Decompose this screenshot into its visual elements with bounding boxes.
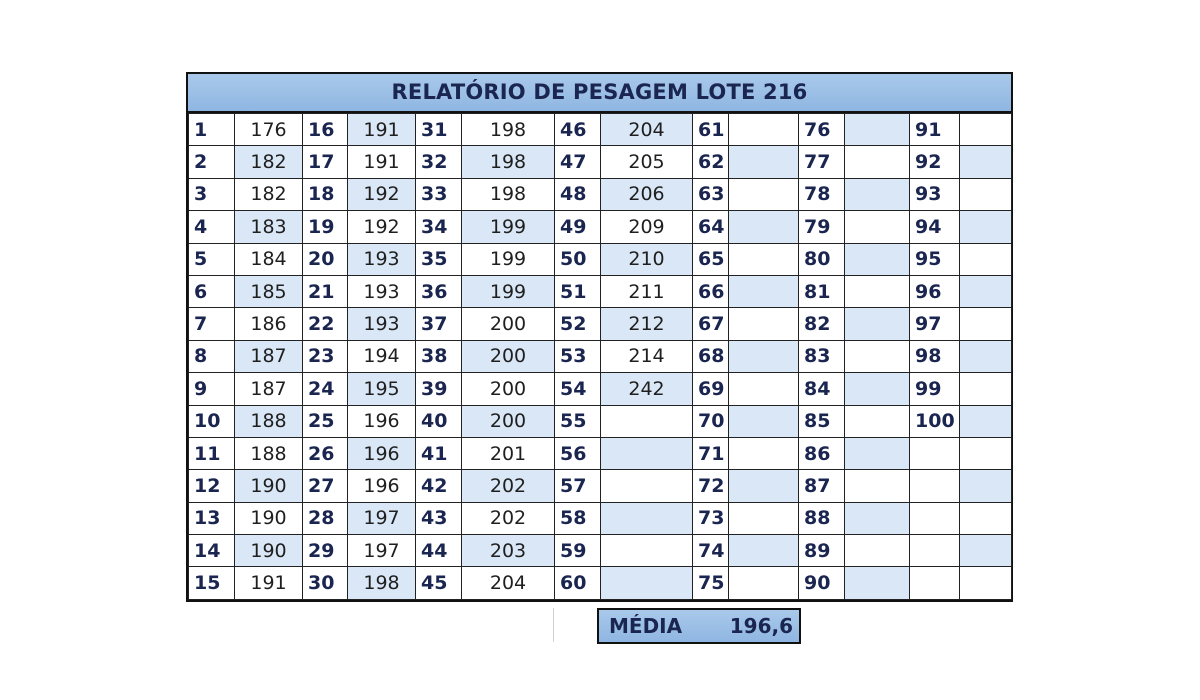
animal-number-cell: 40 [416, 405, 462, 437]
animal-number-cell: 54 [555, 373, 601, 405]
weight-value-cell: 205 [601, 146, 693, 178]
animal-number-cell: 95 [910, 243, 960, 275]
animal-number-cell: 70 [693, 405, 729, 437]
animal-number-cell: 25 [303, 405, 348, 437]
animal-number-cell: 47 [555, 146, 601, 178]
animal-number-cell: 11 [189, 437, 235, 469]
weight-value-cell: 200 [462, 405, 555, 437]
weight-value-cell: 214 [601, 340, 693, 372]
animal-number-cell: 79 [799, 211, 845, 243]
weight-value-cell [845, 470, 910, 502]
animal-number-cell: 6 [189, 275, 235, 307]
weight-value-cell: 197 [348, 535, 416, 567]
average-value: 196,6 [729, 614, 793, 638]
weight-value-cell: 200 [462, 373, 555, 405]
animal-number-cell: 89 [799, 535, 845, 567]
animal-number-cell: 78 [799, 178, 845, 210]
animal-number-cell: 4 [189, 211, 235, 243]
weight-value-cell [729, 146, 799, 178]
animal-number-cell: 7 [189, 308, 235, 340]
weight-value-cell: 193 [348, 243, 416, 275]
weight-value-cell [960, 114, 1012, 146]
animal-number-cell: 24 [303, 373, 348, 405]
weight-value-cell: 193 [348, 275, 416, 307]
animal-number-cell [910, 437, 960, 469]
animal-number-cell [910, 502, 960, 534]
animal-number-cell: 96 [910, 275, 960, 307]
animal-number-cell: 48 [555, 178, 601, 210]
animal-number-cell: 69 [693, 373, 729, 405]
weight-value-cell [729, 535, 799, 567]
weight-value-cell: 191 [348, 114, 416, 146]
weight-value-cell: 192 [348, 211, 416, 243]
animal-number-cell: 17 [303, 146, 348, 178]
weight-value-cell: 210 [601, 243, 693, 275]
weight-value-cell [729, 502, 799, 534]
weight-value-cell [845, 308, 910, 340]
weight-value-cell: 176 [235, 114, 303, 146]
animal-number-cell: 27 [303, 470, 348, 502]
weight-value-cell [845, 275, 910, 307]
table-row [189, 535, 1012, 567]
animal-number-cell: 98 [910, 340, 960, 372]
animal-number-cell: 76 [799, 114, 845, 146]
table-row [189, 502, 1012, 534]
animal-number-cell: 68 [693, 340, 729, 372]
table-row [189, 470, 1012, 502]
animal-number-cell: 51 [555, 275, 601, 307]
animal-number-cell: 36 [416, 275, 462, 307]
animal-number-cell: 29 [303, 535, 348, 567]
animal-number-cell: 55 [555, 405, 601, 437]
animal-number-cell: 42 [416, 470, 462, 502]
animal-number-cell: 97 [910, 308, 960, 340]
weight-value-cell [845, 502, 910, 534]
weight-value-cell: 204 [462, 567, 555, 599]
animal-number-cell: 85 [799, 405, 845, 437]
animal-number-cell: 5 [189, 243, 235, 275]
animal-number-cell: 18 [303, 178, 348, 210]
weight-value-cell: 190 [235, 502, 303, 534]
weight-value-cell: 195 [348, 373, 416, 405]
animal-number-cell: 41 [416, 437, 462, 469]
weight-value-cell: 200 [462, 340, 555, 372]
animal-number-cell: 73 [693, 502, 729, 534]
weight-value-cell [960, 535, 1012, 567]
average-label: MÉDIA [609, 614, 683, 638]
animal-number-cell: 3 [189, 178, 235, 210]
animal-number-cell: 31 [416, 114, 462, 146]
weight-value-cell [601, 405, 693, 437]
animal-number-cell: 100 [910, 405, 960, 437]
weight-value-cell: 184 [235, 243, 303, 275]
animal-number-cell: 75 [693, 567, 729, 599]
animal-number-cell: 15 [189, 567, 235, 599]
animal-number-cell: 8 [189, 340, 235, 372]
weight-value-cell: 196 [348, 470, 416, 502]
animal-number-cell: 92 [910, 146, 960, 178]
weight-value-cell: 197 [348, 502, 416, 534]
weight-value-cell: 211 [601, 275, 693, 307]
weight-value-cell: 199 [462, 243, 555, 275]
animal-number-cell: 91 [910, 114, 960, 146]
animal-number-cell: 13 [189, 502, 235, 534]
weight-value-cell [960, 470, 1012, 502]
animal-number-cell: 10 [189, 405, 235, 437]
weight-value-cell [729, 243, 799, 275]
weights-table-body [189, 114, 1012, 600]
animal-number-cell: 58 [555, 502, 601, 534]
animal-number-cell: 33 [416, 178, 462, 210]
weight-value-cell [845, 405, 910, 437]
animal-number-cell: 9 [189, 373, 235, 405]
weight-value-cell [601, 470, 693, 502]
animal-number-cell: 90 [799, 567, 845, 599]
weight-value-cell: 196 [348, 437, 416, 469]
weighing-report-sheet [186, 72, 1013, 602]
table-row [189, 114, 1012, 146]
animal-number-cell: 22 [303, 308, 348, 340]
table-row [189, 437, 1012, 469]
table-row [189, 373, 1012, 405]
animal-number-cell: 19 [303, 211, 348, 243]
weight-value-cell [960, 437, 1012, 469]
animal-number-cell: 74 [693, 535, 729, 567]
animal-number-cell: 46 [555, 114, 601, 146]
animal-number-cell: 87 [799, 470, 845, 502]
animal-number-cell: 43 [416, 502, 462, 534]
table-row [189, 178, 1012, 210]
report-title: RELATÓRIO DE PESAGEM LOTE 216 [188, 74, 1011, 113]
weight-value-cell [729, 308, 799, 340]
animal-number-cell: 63 [693, 178, 729, 210]
weight-value-cell: 198 [348, 567, 416, 599]
animal-number-cell: 37 [416, 308, 462, 340]
animal-number-cell: 44 [416, 535, 462, 567]
weight-value-cell: 191 [348, 146, 416, 178]
weight-value-cell [960, 146, 1012, 178]
weight-value-cell: 196 [348, 405, 416, 437]
animal-number-cell: 71 [693, 437, 729, 469]
weight-value-cell [960, 308, 1012, 340]
animal-number-cell: 84 [799, 373, 845, 405]
weight-value-cell [845, 146, 910, 178]
weight-value-cell [601, 437, 693, 469]
weight-value-cell [960, 275, 1012, 307]
weight-value-cell: 182 [235, 178, 303, 210]
weight-value-cell [960, 178, 1012, 210]
weight-value-cell [845, 437, 910, 469]
weight-value-cell [601, 535, 693, 567]
weight-value-cell [960, 502, 1012, 534]
weight-value-cell: 203 [462, 535, 555, 567]
animal-number-cell: 34 [416, 211, 462, 243]
weight-value-cell [729, 114, 799, 146]
table-row [189, 308, 1012, 340]
weight-value-cell [729, 373, 799, 405]
weight-value-cell [845, 340, 910, 372]
weight-value-cell [960, 567, 1012, 599]
animal-number-cell: 56 [555, 437, 601, 469]
table-row [189, 146, 1012, 178]
animal-number-cell [910, 470, 960, 502]
animal-number-cell: 80 [799, 243, 845, 275]
weight-value-cell: 202 [462, 502, 555, 534]
animal-number-cell: 20 [303, 243, 348, 275]
animal-number-cell: 61 [693, 114, 729, 146]
animal-number-cell: 50 [555, 243, 601, 275]
weight-value-cell: 202 [462, 470, 555, 502]
table-row [189, 211, 1012, 243]
animal-number-cell: 93 [910, 178, 960, 210]
weight-value-cell: 190 [235, 535, 303, 567]
weight-value-cell [960, 340, 1012, 372]
animal-number-cell: 49 [555, 211, 601, 243]
weight-value-cell [960, 211, 1012, 243]
animal-number-cell: 28 [303, 502, 348, 534]
animal-number-cell: 38 [416, 340, 462, 372]
weight-value-cell [845, 243, 910, 275]
weight-value-cell [845, 211, 910, 243]
animal-number-cell: 30 [303, 567, 348, 599]
weight-value-cell [845, 114, 910, 146]
animal-number-cell: 86 [799, 437, 845, 469]
animal-number-cell: 82 [799, 308, 845, 340]
weight-value-cell: 194 [348, 340, 416, 372]
weight-value-cell: 188 [235, 437, 303, 469]
animal-number-cell: 32 [416, 146, 462, 178]
animal-number-cell: 2 [189, 146, 235, 178]
weight-value-cell [729, 567, 799, 599]
weight-value-cell: 200 [462, 308, 555, 340]
weight-value-cell [601, 567, 693, 599]
animal-number-cell: 62 [693, 146, 729, 178]
weight-value-cell: 185 [235, 275, 303, 307]
weight-value-cell [729, 211, 799, 243]
weight-value-cell: 182 [235, 146, 303, 178]
table-row [189, 405, 1012, 437]
animal-number-cell: 45 [416, 567, 462, 599]
animal-number-cell: 59 [555, 535, 601, 567]
animal-number-cell: 23 [303, 340, 348, 372]
weight-value-cell: 187 [235, 340, 303, 372]
weight-value-cell: 242 [601, 373, 693, 405]
weight-value-cell: 188 [235, 405, 303, 437]
weights-table [188, 113, 1012, 600]
weight-value-cell [601, 502, 693, 534]
weight-value-cell: 186 [235, 308, 303, 340]
animal-number-cell: 94 [910, 211, 960, 243]
animal-number-cell: 52 [555, 308, 601, 340]
weight-value-cell [845, 567, 910, 599]
weight-value-cell: 183 [235, 211, 303, 243]
weight-value-cell: 198 [462, 178, 555, 210]
weight-value-cell [960, 243, 1012, 275]
weight-value-cell: 212 [601, 308, 693, 340]
weight-value-cell: 199 [462, 275, 555, 307]
animal-number-cell: 26 [303, 437, 348, 469]
weight-value-cell: 201 [462, 437, 555, 469]
animal-number-cell: 65 [693, 243, 729, 275]
animal-number-cell: 39 [416, 373, 462, 405]
weight-value-cell: 192 [348, 178, 416, 210]
weight-value-cell [960, 373, 1012, 405]
table-row [189, 340, 1012, 372]
animal-number-cell: 35 [416, 243, 462, 275]
weight-value-cell [729, 405, 799, 437]
animal-number-cell: 16 [303, 114, 348, 146]
weight-value-cell: 187 [235, 373, 303, 405]
weight-value-cell: 190 [235, 470, 303, 502]
weight-value-cell [729, 275, 799, 307]
animal-number-cell: 72 [693, 470, 729, 502]
weight-value-cell [729, 340, 799, 372]
animal-number-cell: 83 [799, 340, 845, 372]
weight-value-cell [960, 405, 1012, 437]
weight-value-cell: 198 [462, 146, 555, 178]
animal-number-cell: 12 [189, 470, 235, 502]
animal-number-cell: 81 [799, 275, 845, 307]
weight-value-cell: 209 [601, 211, 693, 243]
weight-value-cell: 199 [462, 211, 555, 243]
weight-value-cell [729, 470, 799, 502]
weight-value-cell: 204 [601, 114, 693, 146]
animal-number-cell: 14 [189, 535, 235, 567]
weight-value-cell [845, 373, 910, 405]
animal-number-cell: 77 [799, 146, 845, 178]
animal-number-cell [910, 567, 960, 599]
weight-value-cell: 193 [348, 308, 416, 340]
animal-number-cell: 53 [555, 340, 601, 372]
sheet-gridline [553, 608, 554, 642]
weight-value-cell [845, 535, 910, 567]
animal-number-cell: 88 [799, 502, 845, 534]
weight-value-cell [729, 437, 799, 469]
weight-value-cell: 206 [601, 178, 693, 210]
table-row [189, 567, 1012, 599]
weight-value-cell [845, 178, 910, 210]
table-row [189, 275, 1012, 307]
animal-number-cell [910, 535, 960, 567]
animal-number-cell: 64 [693, 211, 729, 243]
weight-value-cell [729, 178, 799, 210]
animal-number-cell: 67 [693, 308, 729, 340]
weight-value-cell: 191 [235, 567, 303, 599]
animal-number-cell: 21 [303, 275, 348, 307]
animal-number-cell: 1 [189, 114, 235, 146]
average-box [597, 608, 801, 644]
animal-number-cell: 66 [693, 275, 729, 307]
weight-value-cell: 198 [462, 114, 555, 146]
animal-number-cell: 57 [555, 470, 601, 502]
animal-number-cell: 60 [555, 567, 601, 599]
animal-number-cell: 99 [910, 373, 960, 405]
table-row [189, 243, 1012, 275]
